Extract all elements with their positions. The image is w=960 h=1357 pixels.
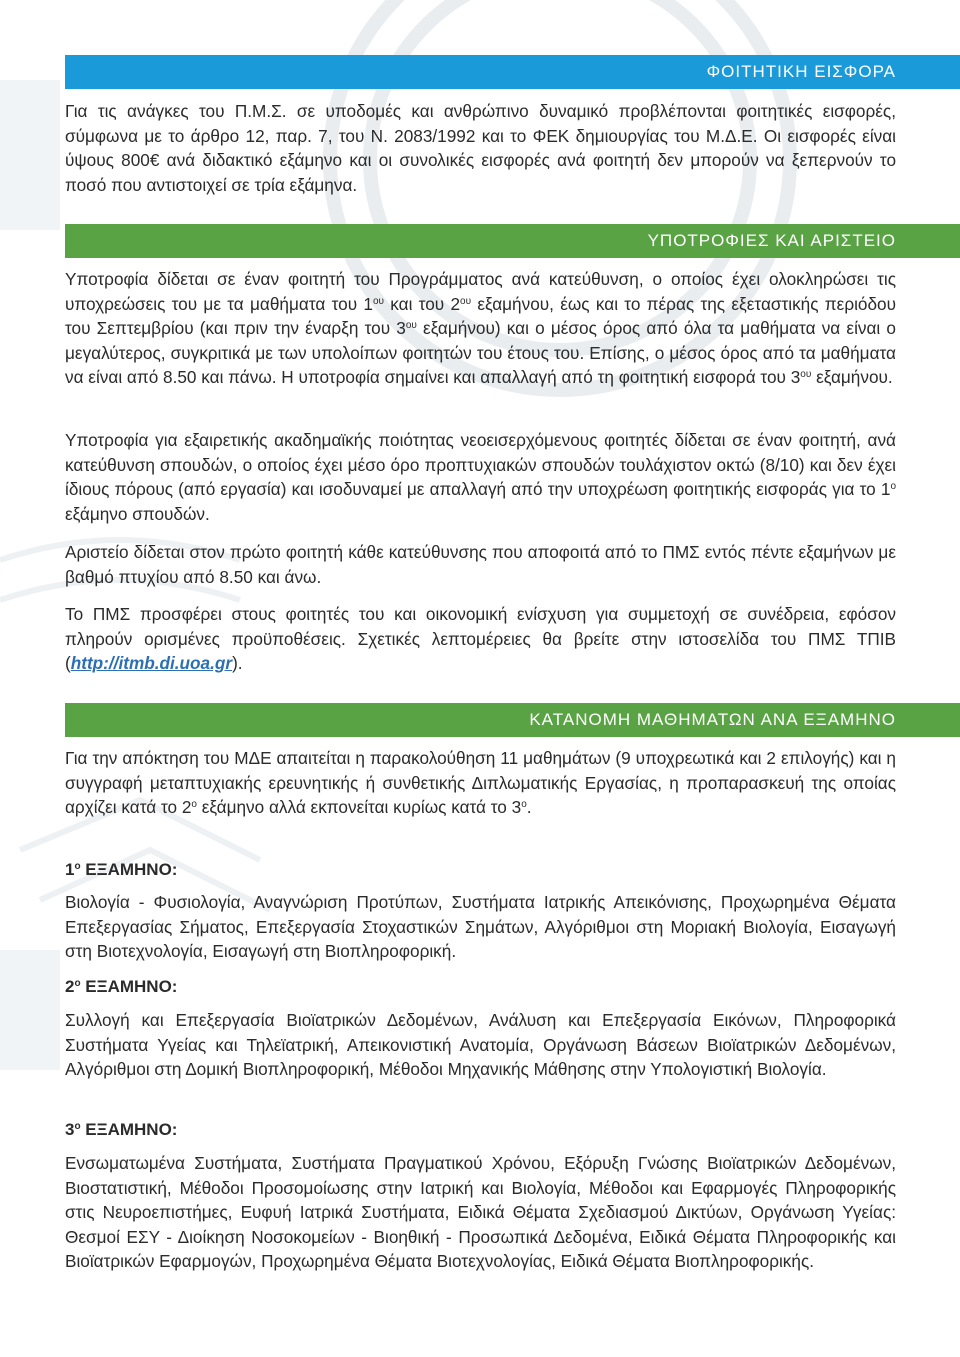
section-title: ΦΟΙΤΗΤΙΚΗ ΕΙΣΦΟΡΑ <box>706 62 896 81</box>
semester-1-heading: $1^o$ ΕΞΑΜΗΝΟ: <box>65 860 178 879</box>
section-header-fees <box>65 55 960 89</box>
courses-intro-paragraph: Για την απόκτηση του ΜΔΕ απαιτείται η παρακολούθηση 11 μαθημάτων (9 υποχρεωτικά και 2 επιλογής) και η συγγραφή μεταπτυχιακής ερευνητικής ή συνθετικής Διπλωματικής Εργασίας, η προπαρασκευή της οποίας αρχίζει κατά το $2^o$ εξάμηνο αλλά εκπονείται κυρίως κατά το $3^o$. <box>65 748 896 818</box>
section-title: ΥΠΟΤΡΟΦΙΕΣ ΚΑΙ ΑΡΙΣΤΕΙΟ <box>647 231 896 250</box>
program-website-link[interactable]: http://itmb.di.uoa.gr <box>70 653 233 674</box>
fees-paragraph: Για τις ανάγκες του Π.Μ.Σ. σε υποδομές και ανθρώπινο δυναμικό προβλέπονται φοιτητικές εισφορές, σύμφωνα με το άρθρο 12, παρ. 7, του Ν. 2083/1992 και το ΦΕΚ δημιουργίας του Μ.Δ.Ε. Οι εισφορές είναι ύψους 800€ ανά διδακτικό εξάμηνο και οι συνολικές εισφορές ανά φοιτητή δεν μπορούν να ξεπερνούν το ποσό που αντιστοιχεί σε τρία εξάμηνα. <box>65 101 896 195</box>
section-header-scholarships <box>65 224 960 258</box>
semester-3-courses: Ενσωματωμένα Συστήματα, Συστήματα Πραγματικού Χρόνου, Εξόρυξη Γνώσης Βιοϊατρικών Δεδομένων, Βιοστατιστική, Μέθοδοι Προσομοίωσης στην Ιατρική και Βιολογία, Μέθοδοι και Εφαρμογές Πληροφορικής στις Νευροεπιστήμες, Ευφυή Ιατρικά Συστήματα, Ειδικά Θέματα Σχεδιασμού Δικτύων, Οργάνωση Υγείας: Θεσμοί ΕΣΥ - Διοίκηση Νοσοκομείων - Βιοηθική - Προσωπικά Δεδομένα, Ειδικά Θέματα Πληροφορικής και Βιοϊατρικών Εφαρμογών, Προχωρημένα Θέματα Βιοτεχνολογίας, Ειδικά Θέματα Βιοπληροφορικής. <box>65 1153 896 1272</box>
semester-1-courses: Βιολογία - Φυσιολογία, Αναγνώριση Προτύπων, Συστήματα Ιατρικής Απεικόνισης, Προχωρημένα Θέματα Επεξεργασίας Σήματος, Επεξεργασία Στοχαστικών Σημάτων, Αλγόριθμοι στη Μοριακή Βιολογία, Εισαγωγή στη Βιοτεχνολογία, Εισαγωγή στη Βιοπληροφορική. <box>65 892 896 962</box>
semester-2-heading: $2^o$ ΕΞΑΜΗΝΟ: <box>65 977 178 996</box>
scholarship-paragraph-2: Υποτροφία για εξαιρετικής ακαδημαϊκής ποιότητας νεοεισερχόμενους φοιτητές δίδεται σε έναν φοιτητή, ανά κατεύθυνση σπουδών, ο οποίος έχει μέσο όρο προπτυχιακών σπουδών τουλάχιστον οκτώ (8/10) και δεν έχει ίδιους πόρους (από εργασία) και ισοδυναμεί με απαλλαγή από την υποχρέωση φοιτητικής εισφοράς για το $1^o$ εξάμηνο σπουδών. <box>65 430 896 524</box>
semester-3-heading: $3^o$ ΕΞΑΜΗΝΟ: <box>65 1120 178 1139</box>
section-header-courses <box>65 703 960 737</box>
section-title: ΚΑΤΑΝΟΜΗ ΜΑΘΗΜΑΤΩΝ ΑΝΑ ΕΞΑΜΗΝΟ <box>529 710 896 729</box>
excellence-award-paragraph: Αριστείο δίδεται στον πρώτο φοιτητή κάθε κατεύθυνσης που αποφοιτά από το ΠΜΣ εντός πέντε εξαμήνων με βαθμό πτυχίου από 8.50 και άνω. <box>65 542 896 587</box>
financial-support-paragraph: Το ΠΜΣ προσφέρει στους φοιτητές του και οικονομική ενίσχυση για συμμετοχή σε συνέδρεια, εφόσον πληρούν ορισμένες προϋποθέσεις. Σχετικές λεπτομέρειες θα βρείτε στην ιστοσελίδα του ΠΜΣ ΤΠΙΒ (http://itmb.di.uoa.gr). <box>65 604 896 674</box>
scholarship-paragraph-1: Υποτροφία δίδεται σε έναν φοιτητή του Προγράμματος ανά κατεύθυνση, ο οποίος έχει ολοκληρώσει τις υποχρεώσεις του με τα μαθήματα του $1^{o\upsilon}$ και του $2^{o\upsilon}$ εξαμήνου, έως και το πέρας της εξεταστικής περιόδου του Σεπτεμβρίου (και πριν την έναρξη του $3^{o\upsilon}$ εξαμήνου) και ο μέσος όρος από όλα τα μαθήματα να είναι ο μεγαλύτερος, συγκριτικά με των υπολοίπων φοιτητών του έτους του. Επίσης, ο μέσος όρος από τα μαθήματα να είναι από 8.50 και πάνω. Η υποτροφία σημαίνει και απαλλαγή από τη φοιτητική εισφορά του $3^{o\upsilon}$ εξαμήνου. <box>65 269 897 388</box>
semester-2-courses: Συλλογή και Επεξεργασία Βιοϊατρικών Δεδομένων, Ανάλυση και Επεξεργασία Εικόνων, Πληροφορικά Συστήματα Υγείας και Τηλεϊατρική, Απεικονιστική Ανατομία, Οργάνωση Βάσεων Βιοϊατρικών Δεδομένων, Αλγόριθμοι στη Δομική Βιοπληροφορική, Μέθοδοι Μηχανικής Μάθησης στην Υπολογιστική Βιολογία. <box>65 1010 896 1080</box>
